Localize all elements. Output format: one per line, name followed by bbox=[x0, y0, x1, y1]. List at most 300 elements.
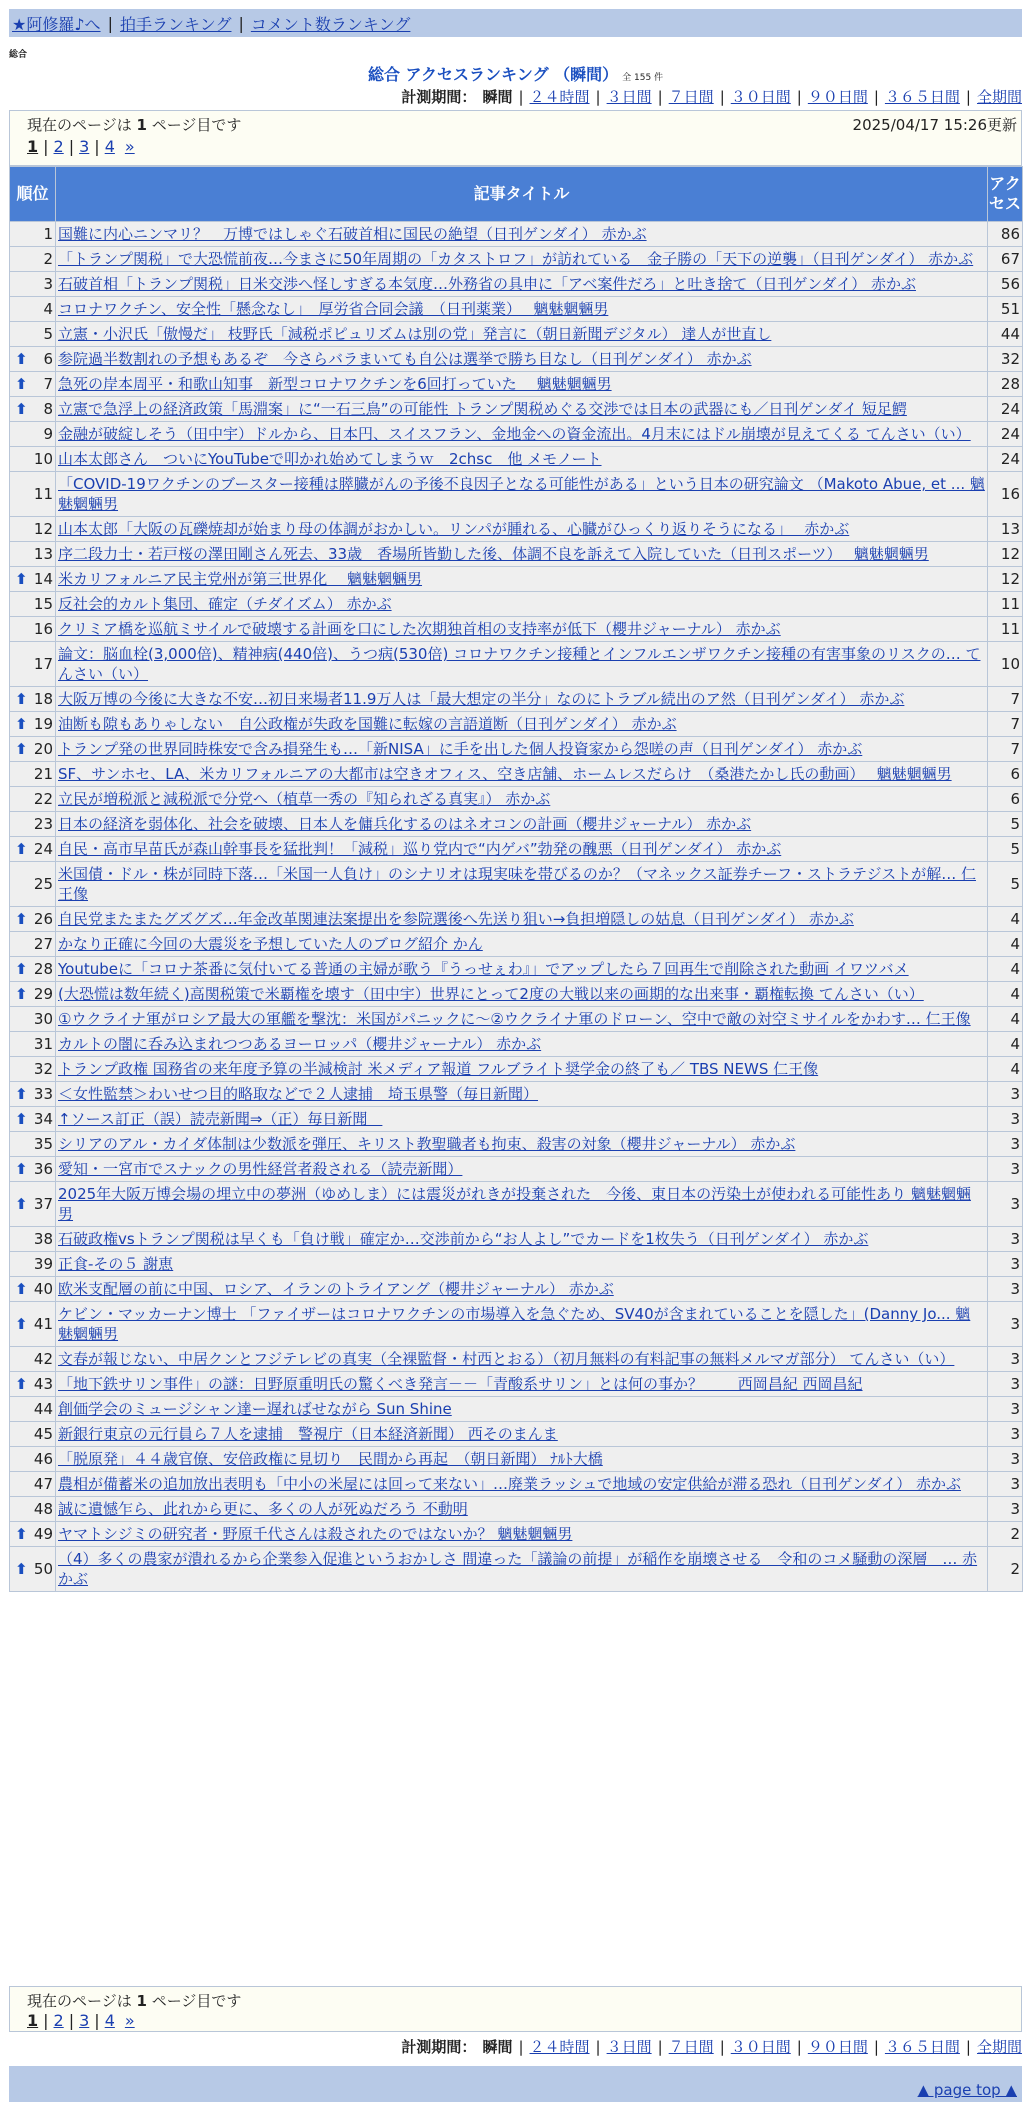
article-title-link[interactable]: トランプ政権 国務省の来年度予算の半減検討 米メディア報道 フルブライト奨学金の終了も／ TBS NEWS 仁王像 bbox=[58, 1060, 819, 1078]
rank-number: 26 bbox=[33, 910, 53, 928]
article-title-link[interactable]: 農相が備蓄米の追加放出表明も「中小の米屋には回って来ない」…廃業ラッシュで地域の安定供給が滞る恐れ（日刊ゲンダイ） 赤かぶ bbox=[58, 1475, 961, 1493]
title-cell bbox=[56, 617, 988, 642]
period-separator: | bbox=[719, 87, 725, 106]
rank-number: 19 bbox=[33, 715, 53, 733]
table-row bbox=[10, 1447, 1023, 1472]
title-cell bbox=[56, 642, 988, 687]
title-cell bbox=[56, 982, 988, 1007]
table-row bbox=[10, 1422, 1023, 1447]
title-cell bbox=[56, 1227, 988, 1252]
rank-number: 27 bbox=[33, 935, 53, 953]
title-cell bbox=[56, 347, 988, 372]
title-cell bbox=[56, 1252, 988, 1277]
title-cell bbox=[56, 712, 988, 737]
article-title-link[interactable]: 山本太郎「大阪の瓦礫焼却が始まり母の体調がおかしい。リンパが腫れる、心臓がひっくり返りそうになる」 赤かぶ bbox=[58, 520, 850, 538]
arrow-up-icon: ⬆ bbox=[15, 690, 28, 708]
title-cell bbox=[56, 422, 988, 447]
rank-cell bbox=[10, 447, 56, 472]
arrow-up-icon: ⬆ bbox=[15, 910, 28, 928]
rank-cell bbox=[10, 272, 56, 297]
article-title-link[interactable]: SF、サンホセ、LA、米カリフォルニアの大都市は空きオフィス、空き店舗、ホームレスだらけ （桑港たかし氏の動画） 魑魅魍魎男 bbox=[58, 765, 952, 783]
rank-cell bbox=[10, 862, 56, 907]
access-count: 3 bbox=[988, 1447, 1023, 1472]
title-cell bbox=[56, 1472, 988, 1497]
title-cell bbox=[56, 517, 988, 542]
article-title-link[interactable]: （4）多くの農家が潰れるから企業参入促進というおかしさ 間違った「議論の前提」が稲作を崩壊させる 令和のコメ騒動の深層 … 赤かぶ bbox=[58, 1550, 978, 1588]
table-row bbox=[10, 567, 1023, 592]
arrow-up-icon: ⬆ bbox=[15, 1085, 28, 1103]
title-cell bbox=[56, 737, 988, 762]
period-3d[interactable]: ３日間 bbox=[606, 88, 652, 106]
rank-cell bbox=[10, 1057, 56, 1082]
access-count: 12 bbox=[988, 542, 1023, 567]
period-7d[interactable]: ７日間 bbox=[668, 88, 714, 106]
article-title-link[interactable]: カルトの闇に呑み込まれつつあるヨーロッパ（櫻井ジャーナル） 赤かぶ bbox=[58, 1035, 542, 1053]
article-title-link[interactable]: 国難に内心ニンマリ？ 万博ではしゃぐ石破首相に国民の絶望（日刊ゲンダイ） 赤かぶ bbox=[58, 225, 647, 243]
access-count: 3 bbox=[988, 1182, 1023, 1227]
table-row bbox=[10, 1497, 1023, 1522]
article-title-link[interactable]: 「トランプ関税」で大恐慌前夜…今まさに50年周期の「カタストロフ」が訪れている 金子勝の「天下の逆襲」（日刊ゲンダイ） 赤かぶ bbox=[58, 250, 974, 268]
article-title-link[interactable]: 自民党またまたグズグズ…年金改革関連法案提出を参院選後へ先送り狙い→負担増隠しの姑息（日刊ゲンダイ） 赤かぶ bbox=[58, 910, 854, 928]
title-cell bbox=[56, 1182, 988, 1227]
period-30d[interactable]: ３０日間 bbox=[730, 88, 791, 106]
access-count: 24 bbox=[988, 397, 1023, 422]
access-count: 32 bbox=[988, 347, 1023, 372]
article-title-link[interactable]: 愛知・一宮市でスナックの男性経営者殺される（読売新聞） bbox=[58, 1160, 463, 1178]
table-row bbox=[10, 297, 1023, 322]
rank-number: 21 bbox=[33, 765, 53, 783]
rank-number: 6 bbox=[43, 350, 53, 368]
title-cell bbox=[56, 1132, 988, 1157]
title-cell bbox=[56, 542, 988, 567]
period-separator: | bbox=[965, 87, 971, 106]
table-row bbox=[10, 472, 1023, 517]
period-all[interactable]: 全期間 bbox=[976, 88, 1022, 106]
article-title-link[interactable]: 日本の経済を弱体化、社会を破壊、日本人を傭兵化するのはネオコンの計画（櫻井ジャーナル） 赤かぶ bbox=[58, 815, 752, 833]
arrow-up-icon: ⬆ bbox=[15, 375, 28, 393]
title-cell bbox=[56, 837, 988, 862]
arrow-up-icon: ⬆ bbox=[15, 715, 28, 733]
access-count: 4 bbox=[988, 932, 1023, 957]
article-title-link[interactable]: 誠に遺憾乍ら、此れから更に、多くの人が死ぬだろう 不動明 bbox=[58, 1500, 468, 1518]
period-365d[interactable]: ３６５日間 bbox=[884, 88, 960, 106]
access-count: 3 bbox=[988, 1227, 1023, 1252]
period-24h[interactable]: ２４時間 bbox=[529, 88, 590, 106]
page-link-2[interactable]: 2 bbox=[53, 2011, 64, 2030]
pager-text: ページ目です bbox=[146, 1992, 242, 2010]
article-title-link[interactable]: ↑ソース訂正（誤）読売新聞⇒（正）毎日新聞 bbox=[58, 1110, 383, 1128]
table-row bbox=[10, 787, 1023, 812]
article-title-link[interactable]: 「COVID-19ワクチンのブースター接種は膵臓がんの予後不良因子となる可能性がある」という日本の研究論文 （Makoto Abue, et ... 魑魅魍魎男 bbox=[58, 475, 985, 513]
access-count: 3 bbox=[988, 1082, 1023, 1107]
rank-cell bbox=[10, 1522, 56, 1547]
title-cell bbox=[56, 1422, 988, 1447]
access-count: 4 bbox=[988, 957, 1023, 982]
rank-cell bbox=[10, 687, 56, 712]
article-title-link[interactable]: 石破首相「トランプ関税」日米交渉へ怪しすぎる本気度…外務省の具申に「アベ案件だろ」と吐き捨て（日刊ゲンダイ） 赤かぶ bbox=[58, 275, 916, 293]
table-row bbox=[10, 957, 1023, 982]
period-365d[interactable]: ３６５日間 bbox=[884, 2038, 960, 2056]
article-title-link[interactable]: シリアのアル・カイダ体制は少数派を弾圧、キリスト教聖職者も拘束、殺害の対象（櫻井ジャーナル） 赤かぶ bbox=[58, 1135, 796, 1153]
rank-number: 14 bbox=[33, 570, 53, 588]
period-label: 計測期間： bbox=[401, 2038, 477, 2056]
period-separator: | bbox=[657, 2037, 663, 2056]
rank-number: 25 bbox=[33, 875, 53, 893]
period-24h[interactable]: ２４時間 bbox=[529, 2038, 590, 2056]
access-count: 7 bbox=[988, 687, 1023, 712]
period-separator: | bbox=[873, 87, 879, 106]
rank-cell bbox=[10, 397, 56, 422]
rank-cell bbox=[10, 907, 56, 932]
access-count: 3 bbox=[988, 1132, 1023, 1157]
header-title: 記事タイトル bbox=[56, 167, 988, 222]
rank-cell bbox=[10, 957, 56, 982]
access-count: 7 bbox=[988, 712, 1023, 737]
access-count: 4 bbox=[988, 907, 1023, 932]
rank-cell bbox=[10, 592, 56, 617]
arrow-up-icon: ⬆ bbox=[15, 960, 28, 978]
arrow-up-icon: ⬆ bbox=[15, 1525, 28, 1543]
table-row bbox=[10, 1277, 1023, 1302]
arrow-up-icon: ⬆ bbox=[15, 1315, 28, 1333]
item-count: 全 155 件 bbox=[622, 73, 664, 83]
table-row bbox=[10, 1472, 1023, 1497]
rank-number: 29 bbox=[33, 985, 53, 1003]
page-link-3[interactable]: 3 bbox=[79, 137, 90, 156]
rank-cell bbox=[10, 1547, 56, 1592]
article-title-link[interactable]: 立憲・小沢氏「傲慢だ」 枝野氏「減税ポピュリズムは別の党」発言に（朝日新聞デジタル） 達人が世直し bbox=[58, 325, 772, 343]
table-row bbox=[10, 1302, 1023, 1347]
rank-number: 15 bbox=[33, 595, 53, 613]
period-label: 計測期間： bbox=[401, 88, 477, 106]
article-title-link[interactable]: ケビン・マッカーナン博士 「ファイザーはコロナワクチンの市場導入を急ぐため、SV40が含まれていることを隠した」(Danny Jo... 魑魅魍魎男 bbox=[58, 1305, 971, 1343]
access-count: 3 bbox=[988, 1372, 1023, 1397]
rank-cell bbox=[10, 712, 56, 737]
article-title-link[interactable]: 論文：脳血栓(3,000倍)、精神病(440倍)、うつ病(530倍) コロナワクチン接種とインフルエンザワクチン接種の有害事象のリスクの… てんさい（い） bbox=[58, 645, 981, 683]
table-row bbox=[10, 1157, 1023, 1182]
access-count: 11 bbox=[988, 617, 1023, 642]
rank-cell bbox=[10, 1252, 56, 1277]
rank-cell bbox=[10, 1397, 56, 1422]
nav-link-clap-ranking[interactable]: 拍手ランキング bbox=[119, 14, 232, 34]
page-link-4[interactable]: 4 bbox=[104, 2011, 115, 2030]
nav-link-asyura[interactable]: ★阿修羅♪へ bbox=[12, 14, 101, 34]
ranking-title: 総合 アクセスランキング （瞬間） bbox=[367, 65, 619, 84]
article-title-link[interactable]: トランプ発の世界同時株安で含み損発生も…「新NISA」に手を出した個人投資家から怨嗟の声（日刊ゲンダイ） 赤かぶ bbox=[58, 740, 863, 758]
access-count: 3 bbox=[988, 1157, 1023, 1182]
table-row bbox=[10, 372, 1023, 397]
rank-cell bbox=[10, 222, 56, 247]
rank-number: 44 bbox=[33, 1400, 53, 1418]
table-row bbox=[10, 1522, 1023, 1547]
table-row bbox=[10, 247, 1023, 272]
rank-cell bbox=[10, 472, 56, 517]
access-count: 3 bbox=[988, 1252, 1023, 1277]
article-title-link[interactable]: ＜女性監禁＞わいせつ目的略取などで２人逮捕 埼玉県警（毎日新聞） bbox=[58, 1085, 539, 1103]
current-page-text bbox=[27, 1990, 241, 2011]
period-separator: | bbox=[719, 2037, 725, 2056]
table-header-row bbox=[10, 167, 1023, 222]
rank-number: 34 bbox=[33, 1110, 53, 1128]
article-title-link[interactable]: コロナワクチン、安全性「懸念なし」 厚労省合同会議 （日刊薬業） 魑魅魍魎男 bbox=[58, 300, 609, 318]
table-row bbox=[10, 812, 1023, 837]
article-title-link[interactable]: ヤマトシジミの研究者・野原千代さんは殺されたのではないか？ 魑魅魍魎男 bbox=[58, 1525, 573, 1543]
access-count: 3 bbox=[988, 1397, 1023, 1422]
rank-number: 11 bbox=[33, 485, 53, 503]
access-count: 13 bbox=[988, 517, 1023, 542]
pager-separator: | bbox=[68, 137, 75, 156]
rank-number: 3 bbox=[43, 275, 53, 293]
rank-cell bbox=[10, 1182, 56, 1227]
arrow-up-icon: ⬆ bbox=[15, 985, 28, 1003]
rank-number: 16 bbox=[33, 620, 53, 638]
rank-cell bbox=[10, 347, 56, 372]
arrow-up-icon: ⬆ bbox=[15, 1560, 28, 1578]
title-cell bbox=[56, 687, 988, 712]
top-nav-bar bbox=[9, 9, 1022, 37]
table-row bbox=[10, 1547, 1023, 1592]
rank-cell bbox=[10, 1132, 56, 1157]
article-title-link[interactable]: 山本太郎さん ついにYouTubeで叩かれ始めてしまうｗ 2chsc 他 メモノート bbox=[58, 450, 602, 468]
article-title-link[interactable]: 正食-その５ 謝恵 bbox=[58, 1255, 174, 1273]
table-row bbox=[10, 1107, 1023, 1132]
article-title-link[interactable]: 金融が破綻しそう（田中宇）ドルから、日本円、スイスフラン、金地金への資金流出。4月末にはドル崩壊が見えてくる てんさい（い） bbox=[58, 425, 971, 443]
article-title-link[interactable]: 反社会的カルト集団、確定（チダイズム） 赤かぶ bbox=[58, 595, 392, 613]
rank-number: 9 bbox=[43, 425, 53, 443]
table-row bbox=[10, 982, 1023, 1007]
page-link-3[interactable]: 3 bbox=[79, 2011, 90, 2030]
arrow-up-icon: ⬆ bbox=[15, 740, 28, 758]
title-cell bbox=[56, 297, 988, 322]
arrow-up-icon: ⬆ bbox=[15, 570, 28, 588]
title-cell bbox=[56, 1397, 988, 1422]
period-7d[interactable]: ７日間 bbox=[668, 2038, 714, 2056]
title-cell bbox=[56, 222, 988, 247]
table-row bbox=[10, 1372, 1023, 1397]
rank-number: 40 bbox=[33, 1280, 53, 1298]
rank-number: 24 bbox=[33, 840, 53, 858]
access-count: 4 bbox=[988, 982, 1023, 1007]
article-title-link[interactable]: Youtubeに「コロナ茶番に気付いてる普通の主婦が歌う『うっせぇわ』」でアップしたら７回再生で削除された動画 イワツバメ bbox=[58, 960, 909, 978]
table-row bbox=[10, 642, 1023, 687]
article-title-link[interactable]: ①ウクライナ軍がロシア最大の軍艦を撃沈：米国がパニックに～②ウクライナ軍のドローン、空中で敵の対空ミサイルをかわす… 仁王像 bbox=[58, 1010, 971, 1028]
table-row bbox=[10, 932, 1023, 957]
footer-bar bbox=[9, 2066, 1022, 2102]
pagination bbox=[27, 2011, 135, 2030]
rank-number: 33 bbox=[33, 1085, 53, 1103]
table-row bbox=[10, 542, 1023, 567]
pager-separator: | bbox=[43, 2011, 49, 2030]
title-cell bbox=[56, 1347, 988, 1372]
title-cell bbox=[56, 787, 988, 812]
title-cell bbox=[56, 1302, 988, 1347]
article-title-link[interactable]: 文春が報じない、中居クンとフジテレビの真実（全裸監督・村西とおる）（初月無料の有料記事の無料メルマガ部分） てんさい（い） bbox=[58, 1350, 955, 1368]
rank-number: 47 bbox=[33, 1475, 53, 1493]
table-row bbox=[10, 322, 1023, 347]
title-cell bbox=[56, 472, 988, 517]
access-count: 4 bbox=[988, 1032, 1023, 1057]
period-separator: | bbox=[965, 2037, 971, 2056]
rank-number: 2 bbox=[43, 250, 53, 268]
access-count: 5 bbox=[988, 837, 1023, 862]
rank-cell bbox=[10, 1007, 56, 1032]
rank-number: 36 bbox=[33, 1160, 53, 1178]
period-90d[interactable]: ９０日間 bbox=[807, 2038, 868, 2056]
access-count: 7 bbox=[988, 737, 1023, 762]
article-title-link[interactable]: 「地下鉄サリン事件」の謎：日野原重明氏の驚くべき発言－－「青酸系サリン」とは何の事か？ 西岡昌紀 西岡昌紀 bbox=[58, 1375, 863, 1393]
period-all[interactable]: 全期間 bbox=[976, 2038, 1022, 2056]
access-count: 67 bbox=[988, 247, 1023, 272]
rank-number: 23 bbox=[33, 815, 53, 833]
page-link-4[interactable]: 4 bbox=[104, 137, 115, 156]
period-separator: | bbox=[518, 87, 524, 106]
rank-number: 30 bbox=[33, 1010, 53, 1028]
page-next-link[interactable]: » bbox=[124, 2011, 135, 2030]
page-title bbox=[0, 62, 1031, 85]
nav-link-comment-ranking[interactable]: コメント数ランキング bbox=[250, 14, 411, 34]
table-row bbox=[10, 1082, 1023, 1107]
period-90d[interactable]: ９０日間 bbox=[807, 88, 868, 106]
article-title-link[interactable]: 欧米支配層の前に中国、ロシア、イランのトライアング（櫻井ジャーナル） 赤かぶ bbox=[58, 1280, 614, 1298]
rank-cell bbox=[10, 1277, 56, 1302]
title-cell bbox=[56, 1497, 988, 1522]
table-row bbox=[10, 1132, 1023, 1157]
article-title-link[interactable]: 立憲で急浮上の経済政策「馬淵案」に“一石三鳥”の可能性 トランプ関税めぐる交渉では日本の武器にも／日刊ゲンダイ 短足鰐 bbox=[58, 400, 907, 418]
article-title-link[interactable]: 米国債・ドル・株が同時下落…「米国一人負け」のシナリオは現実味を帯びるのか？（マネックス証券チーフ・ストラテジストが解… 仁王像 bbox=[58, 865, 976, 903]
page-link-2[interactable]: 2 bbox=[53, 137, 64, 156]
table-row bbox=[10, 762, 1023, 787]
rank-cell bbox=[10, 372, 56, 397]
title-cell bbox=[56, 1157, 988, 1182]
article-title-link[interactable]: 米カリフォルニア民主党州が第三世界化 魑魅魍魎男 bbox=[58, 570, 423, 588]
rank-cell bbox=[10, 567, 56, 592]
rank-number: 42 bbox=[33, 1350, 53, 1368]
table-row bbox=[10, 1397, 1023, 1422]
title-cell bbox=[56, 1007, 988, 1032]
article-title-link[interactable]: 立民が増税派と減税派で分党へ（植草一秀の『知られざる真実』） 赤かぶ bbox=[58, 790, 551, 808]
access-count: 2 bbox=[988, 1547, 1023, 1592]
access-count: 3 bbox=[988, 1472, 1023, 1497]
arrow-up-icon: ⬆ bbox=[15, 840, 28, 858]
article-title-link[interactable]: 2025年大阪万博会場の埋立中の夢洲（ゆめしま）には震災がれきが投棄された 今後、東日本の汚染土が使われる可能性あり 魑魅魍魎男 bbox=[58, 1185, 971, 1223]
access-count: 5 bbox=[988, 812, 1023, 837]
access-count: 4 bbox=[988, 1007, 1023, 1032]
rank-number: 18 bbox=[33, 690, 53, 708]
pager-panel-top bbox=[9, 110, 1022, 166]
access-count: 3 bbox=[988, 1277, 1023, 1302]
table-row bbox=[10, 447, 1023, 472]
section-label: 総合 bbox=[9, 50, 28, 60]
update-timestamp: 2025/04/17 15:26更新 bbox=[852, 116, 1017, 134]
period-separator: | bbox=[595, 87, 601, 106]
article-title-link[interactable]: 急死の岸本周平・和歌山知事 新型コロナワクチンを6回打っていた 魑魅魍魎男 bbox=[58, 375, 612, 393]
article-title-link[interactable]: 石破政権vsトランプ関税は早くも「負け戦」確定か…交渉前から“お人よし”でカードを1枚失う（日刊ゲンダイ） 赤かぶ bbox=[58, 1230, 869, 1248]
rank-cell bbox=[10, 322, 56, 347]
article-title-link[interactable]: 「脱原発」４４歳官僚、安倍政権に見切り 民間から再起 （朝日新聞） ﾅﾙﾄ大橋 bbox=[58, 1450, 603, 1468]
arrow-up-icon: ⬆ bbox=[15, 350, 28, 368]
pager-current-number: 1 bbox=[136, 116, 147, 134]
title-cell bbox=[56, 957, 988, 982]
page-next-link[interactable]: » bbox=[124, 137, 135, 156]
period-selector-bottom bbox=[401, 2036, 1022, 2057]
rank-cell bbox=[10, 1447, 56, 1472]
article-title-link[interactable]: 新銀行東京の元行員ら７人を逮捕 警視庁（日本経済新聞） 西そのまんま bbox=[58, 1425, 558, 1443]
access-count: 24 bbox=[988, 422, 1023, 447]
period-3d[interactable]: ３日間 bbox=[606, 2038, 652, 2056]
title-cell bbox=[56, 1057, 988, 1082]
title-cell bbox=[56, 247, 988, 272]
page-top-link[interactable]: ▲ page top ▲ bbox=[917, 2081, 1017, 2099]
access-count: 24 bbox=[988, 447, 1023, 472]
rank-number: 31 bbox=[33, 1035, 53, 1053]
article-title-link[interactable]: (大恐慌は数年続く)高関税策で米覇権を壊す（田中宇）世界にとって2度の大戦以来の画期的な出来事・覇権転換 てんさい（い） bbox=[58, 985, 924, 1003]
access-count: 3 bbox=[988, 1107, 1023, 1132]
table-row bbox=[10, 272, 1023, 297]
rank-cell bbox=[10, 1157, 56, 1182]
access-count: 5 bbox=[988, 862, 1023, 907]
rank-cell bbox=[10, 517, 56, 542]
article-title-link[interactable]: クリミア橋を巡航ミサイルで破壊する計画を口にした次期独首相の支持率が低下（櫻井ジャーナル） 赤かぶ bbox=[58, 620, 781, 638]
title-cell bbox=[56, 862, 988, 907]
rank-cell bbox=[10, 542, 56, 567]
table-row bbox=[10, 1227, 1023, 1252]
period-separator: | bbox=[518, 2037, 524, 2056]
article-title-link[interactable]: 油断も隙もありゃしない 自公政権が失政を国難に転嫁の言語道断（日刊ゲンダイ） 赤かぶ bbox=[58, 715, 677, 733]
rank-cell bbox=[10, 837, 56, 862]
access-count: 3 bbox=[988, 1422, 1023, 1447]
rank-cell bbox=[10, 812, 56, 837]
rank-number: 32 bbox=[33, 1060, 53, 1078]
rank-cell bbox=[10, 1082, 56, 1107]
article-title-link[interactable]: 大阪万博の今後に大きな不安…初日来場者11.9万人は「最大想定の半分」なのにトラブル続出のア然（日刊ゲンダイ） 赤かぶ bbox=[58, 690, 905, 708]
pager-text: ページ目です bbox=[146, 116, 242, 134]
table-row bbox=[10, 222, 1023, 247]
table-row bbox=[10, 1182, 1023, 1227]
period-separator: | bbox=[873, 2037, 879, 2056]
access-count: 86 bbox=[988, 222, 1023, 247]
title-cell bbox=[56, 762, 988, 787]
rank-cell bbox=[10, 1032, 56, 1057]
title-cell bbox=[56, 1547, 988, 1592]
article-title-link[interactable]: 自民・高市早苗氏が森山幹事長を猛批判！「減税」巡り党内で“内ゲバ”勃発の醜悪（日刊ゲンダイ） 赤かぶ bbox=[58, 840, 782, 858]
article-title-link[interactable]: かなり正確に今回の大震災を予想していた人のブログ紹介 かん bbox=[58, 935, 483, 953]
rank-number: 48 bbox=[33, 1500, 53, 1518]
table-row bbox=[10, 737, 1023, 762]
period-30d[interactable]: ３０日間 bbox=[730, 2038, 791, 2056]
header-access: アクセス bbox=[988, 167, 1023, 222]
access-count: 10 bbox=[988, 642, 1023, 687]
article-title-link[interactable]: 序二段力士・若戸桜の澤田剛さん死去、33歳 香場所皆勤した後、体調不良を訴えて入院していた（日刊スポーツ） 魑魅魍魎男 bbox=[58, 545, 929, 563]
rank-number: 43 bbox=[33, 1375, 53, 1393]
table-row bbox=[10, 712, 1023, 737]
arrow-up-icon: ⬆ bbox=[15, 1375, 28, 1393]
table-row bbox=[10, 617, 1023, 642]
table-row bbox=[10, 517, 1023, 542]
rank-number: 20 bbox=[33, 740, 53, 758]
article-title-link[interactable]: 参院過半数割れの予想もあるぞ 今さらバラまいても自公は選挙で勝ち目なし（日刊ゲンダイ） 赤かぶ bbox=[58, 350, 752, 368]
rank-cell bbox=[10, 1372, 56, 1397]
pager-separator: | bbox=[94, 2011, 100, 2030]
table-row bbox=[10, 422, 1023, 447]
rank-number: 46 bbox=[33, 1450, 53, 1468]
table-row bbox=[10, 687, 1023, 712]
arrow-up-icon: ⬆ bbox=[15, 400, 28, 418]
period-separator: | bbox=[657, 87, 663, 106]
title-cell bbox=[56, 1032, 988, 1057]
article-title-link[interactable]: 創価学会のミュージシャン達ー遅ればせながら Sun Shine bbox=[58, 1400, 452, 1418]
access-count: 6 bbox=[988, 762, 1023, 787]
rank-number: 8 bbox=[43, 400, 53, 418]
